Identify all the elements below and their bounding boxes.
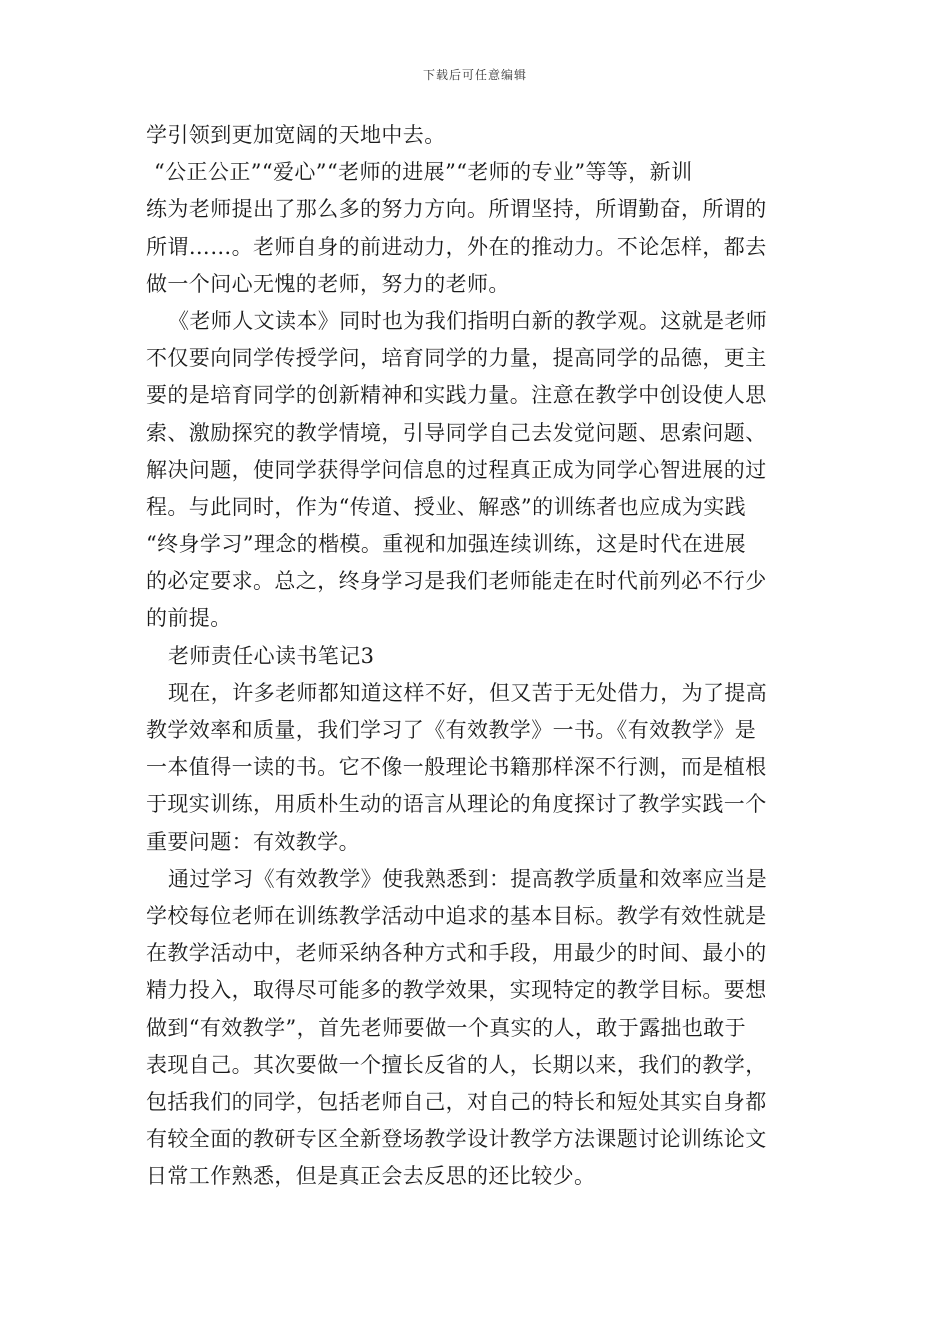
text-line: 于现实训练，用质朴生动的语言从理论的角度探讨了教学实践一个 bbox=[146, 792, 767, 817]
text-line: 日常工作熟悉，但是真正会去反思的还比较少。 bbox=[146, 1164, 596, 1189]
text-line: 做到“有效教学”，首先老师要做一个真实的人，敢于露拙也敢于 bbox=[146, 1015, 747, 1040]
text-line: 学引领到更加宽阔的天地中去。 bbox=[146, 123, 446, 147]
section-heading: 老师责任心读书笔记3 bbox=[168, 643, 375, 668]
text-line: 解决问题，使同学获得学问信息的过程真正成为同学心智进展的过 bbox=[146, 457, 767, 482]
header-note: 下载后可任意编辑 bbox=[422, 68, 527, 82]
paragraph-start-line: 现在，许多老师都知道这样不好，但又苦于无处借力，为了提高 bbox=[168, 680, 768, 705]
text-line: 做一个问心无愧的老师，努力的老师。 bbox=[146, 271, 510, 296]
text-line: 教学效率和质量，我们学习了《有效教学》一书。《有效教学》是 bbox=[146, 718, 757, 742]
text-line: 一本值得一读的书。它不像一般理论书籍那样深不行测，而是植根 bbox=[146, 755, 767, 780]
text-line: 精力投入，取得尽可能多的教学效果，实现特定的教学目标。要想 bbox=[146, 978, 767, 1003]
paragraph-start-line: “公正公正”“爱心”“老师的进展”“老师的专业”等等，新训 bbox=[154, 160, 693, 185]
text-line: 的前提。 bbox=[146, 606, 232, 631]
text-line: 练为老师提出了那么多的努力方向。所谓坚持，所谓勤奋，所谓的 bbox=[146, 197, 767, 222]
text-line: 学校每位老师在训练教学活动中追求的基本目标。教学有效性就是 bbox=[146, 903, 767, 928]
body-text bbox=[146, 117, 808, 1195]
text-line: 包括我们的同学，包括老师自己，对自己的特长和短处其实自身都 bbox=[146, 1089, 767, 1114]
paragraph-start-line: 通过学习《有效教学》使我熟悉到：提高教学质量和效率应当是 bbox=[168, 866, 768, 891]
text-line: 表现自己。其次要做一个擅长反省的人，长期以来，我们的教学， bbox=[146, 1052, 767, 1077]
text-line: 重要问题：有效教学。 bbox=[146, 829, 360, 854]
text-line: 索、激励探究的教学情境，引导同学自己去发觉问题、思索问题、 bbox=[146, 420, 767, 445]
text-line: 的必定要求。总之，终身学习是我们老师能走在时代前列必不行少 bbox=[146, 569, 767, 594]
text-line: 在教学活动中，老师采纳各种方式和手段，用最少的时间、最小的 bbox=[146, 941, 767, 966]
text-line: 有较全面的教研专区全新登场教学设计教学方法课题讨论训练论文 bbox=[146, 1127, 767, 1152]
paragraph-start-line: 《老师人文读本》同时也为我们指明白新的教学观。这就是老师 bbox=[168, 308, 768, 333]
text-line: 要的是培育同学的创新精神和实践力量。注意在教学中创设使人思 bbox=[146, 383, 767, 408]
text-line: 程。与此同时，作为“传道、授业、解惑”的训练者也应成为实践 bbox=[146, 494, 747, 519]
text-line: “终身学习”理念的楷模。重视和加强连续训练，这是时代在进展 bbox=[146, 532, 747, 557]
text-line: 所谓……。老师自身的前进动力，外在的推动力。不论怎样，都去 bbox=[146, 234, 767, 259]
text-line: 不仅要向同学传授学问，培育同学的力量，提高同学的品德，更主 bbox=[146, 346, 767, 371]
